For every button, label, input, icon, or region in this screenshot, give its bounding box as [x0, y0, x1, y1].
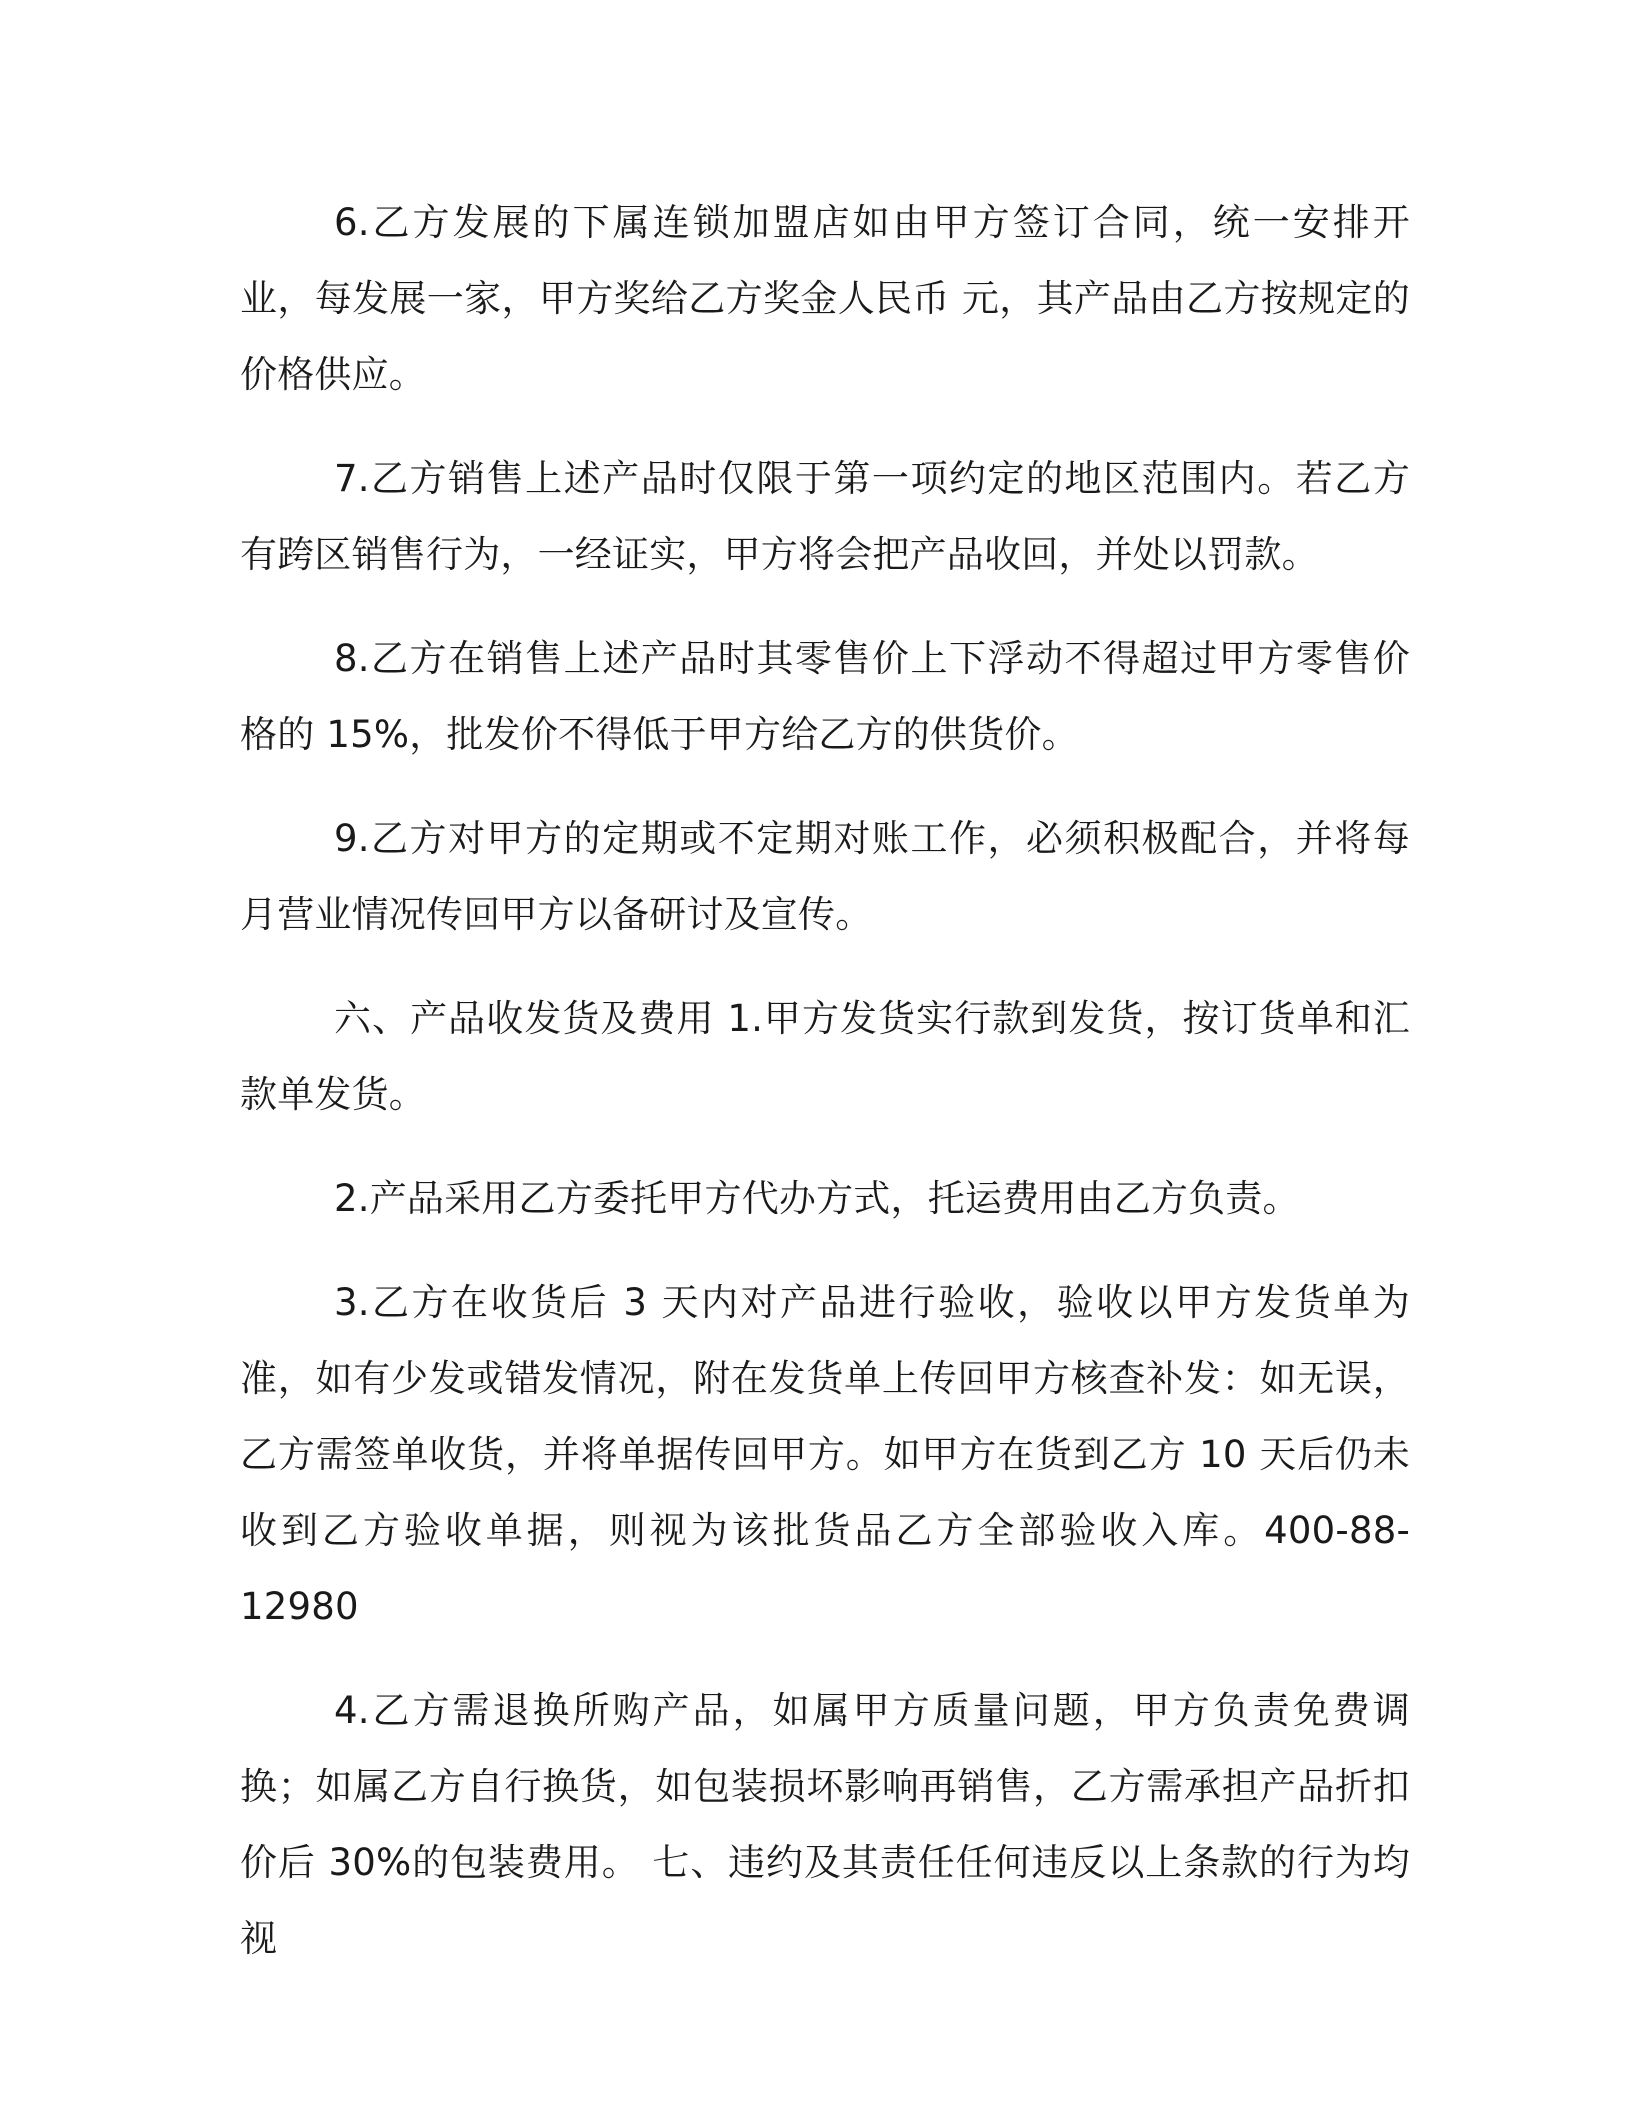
- section-6-item-3: 3.乙方在收货后 3 天内对产品进行验收，验收以甲方发货单为准，如有少发或错发情况，附在发货单上传回甲方核查补发：如无误，乙方需签单收货，并将单据传回甲方。如甲方在货到乙方 10 天后仍未收到乙方验收单据，则视为该批货品乙方全部验收入库。400-88-12980: [240, 1281, 1410, 1628]
- paragraph-6: 6.乙方发展的下属连锁加盟店如由甲方签订合同，统一安排开业，每发展一家，甲方奖给乙方奖金人民币 元，其产品由乙方按规定的价格供应。: [240, 201, 1410, 396]
- section-6-item-2: 2.产品采用乙方委托甲方代办方式，托运费用由乙方负责。: [334, 1177, 1300, 1220]
- document-body: [240, 185, 1410, 1977]
- paragraph-9: 9.乙方对甲方的定期或不定期对账工作，必须积极配合，并将每月营业情况传回甲方以备研讨及宣传。: [240, 817, 1410, 936]
- paragraph-7: 7.乙方销售上述产品时仅限于第一项约定的地区范围内。若乙方有跨区销售行为，一经证实，甲方将会把产品收回，并处以罚款。: [240, 457, 1410, 576]
- paragraph-8: 8.乙方在销售上述产品时其零售价上下浮动不得超过甲方零售价格的 15%，批发价不得低于甲方给乙方的供货价。: [240, 637, 1410, 756]
- section-6-item-1: 六、产品收发货及费用 1.甲方发货实行款到发货，按订货单和汇款单发货。: [240, 997, 1410, 1116]
- section-6-item-4: 4.乙方需退换所购产品，如属甲方质量问题，甲方负责免费调换；如属乙方自行换货，如包装损坏影响再销售，乙方需承担产品折扣价后 30%的包装费用。 七、违约及其责任任何违反以上条款的行为均视: [240, 1689, 1410, 1960]
